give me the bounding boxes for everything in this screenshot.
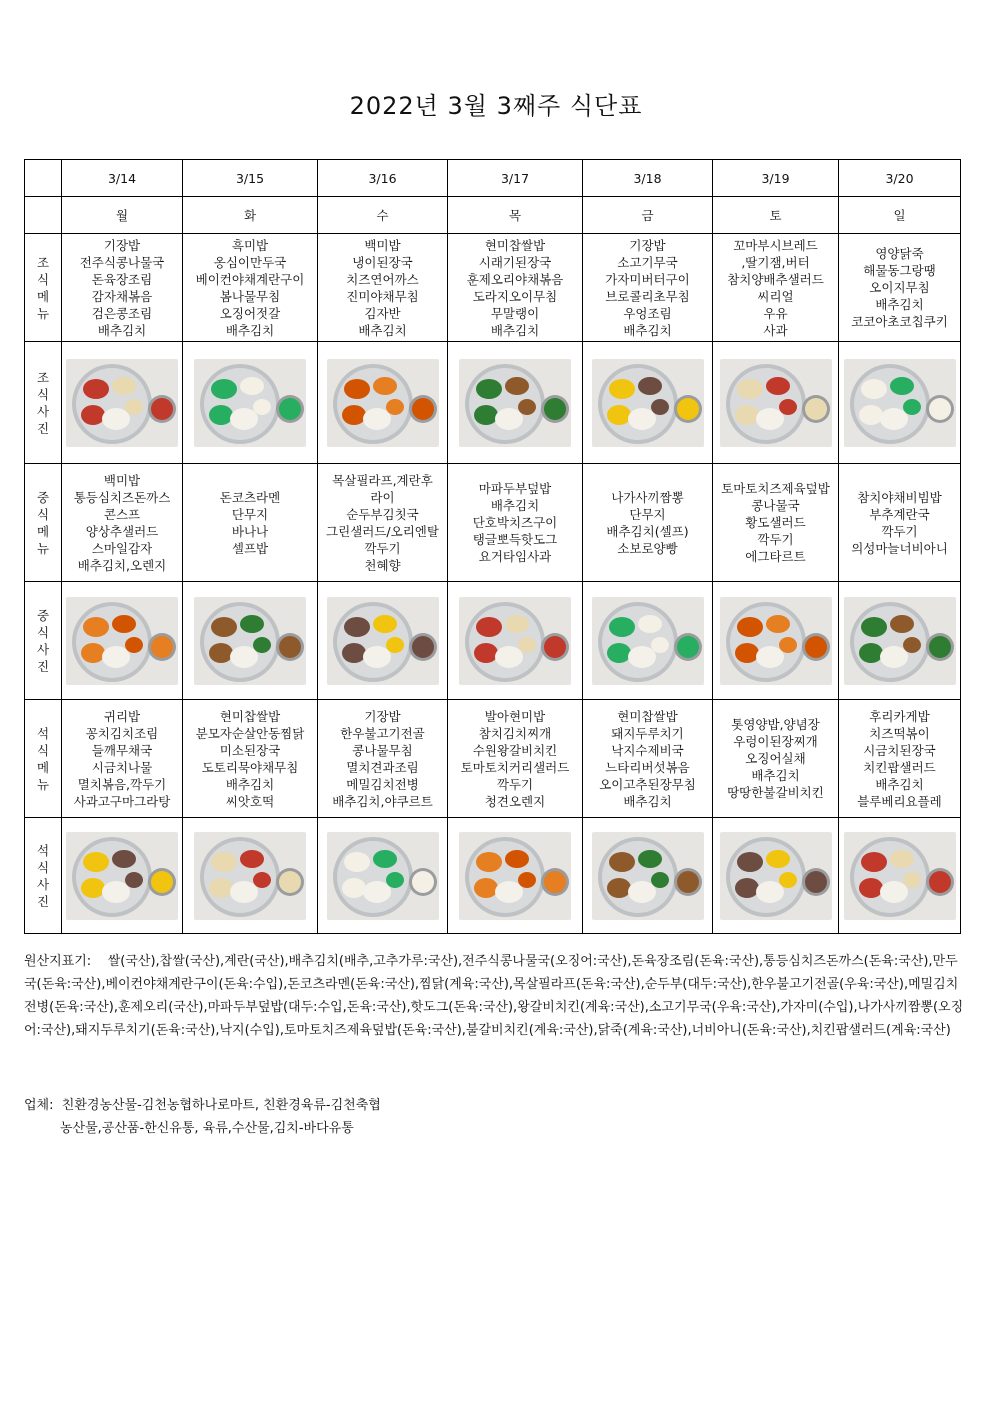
- menu-item: 배추김치,야쿠르트: [332, 793, 433, 809]
- day-cell: 화: [183, 197, 318, 234]
- menu-item: 목살필라프,계란후: [332, 472, 433, 488]
- date-cell: 3/14: [62, 160, 183, 197]
- menu-cell: [839, 464, 961, 582]
- menu-item: 배추김치: [225, 322, 275, 338]
- photo-cell: [583, 818, 713, 934]
- menu-item: 메밀김치전병: [346, 776, 419, 792]
- menu-item: 진미야채무침: [346, 288, 419, 304]
- menu-item: 부추계란국: [869, 506, 930, 522]
- menu-item: 통등심치즈돈까스: [73, 489, 171, 505]
- meal-photo: [844, 597, 956, 685]
- menu-item: 꽁치김치조림: [85, 725, 159, 741]
- menu-item: 토마토치즈제육덮밥: [721, 481, 830, 496]
- menu-item: 배추김치: [490, 322, 540, 338]
- menu-item: 깍두기: [881, 523, 918, 539]
- date-cell: 3/16: [318, 160, 448, 197]
- menu-item: 에그타르트: [745, 549, 806, 564]
- vendor-label: 업체:: [24, 1098, 54, 1113]
- origin-text: 쌀(국산),찹쌀(국산),계란(국산),배추김치(배추,고추가루:국산),전주식콩나물국(오징어:국산),돈육장조림(돈육:국산),통등심치즈돈까스(돈육:국산),만두국(돈육:국산),베이컨야채계란구이(돈육:수입),돈코츠라멘(돈육:국산),찜닭(계육:국산),목살필라프(돈육:국산),순두부(대두:국산),한우불고기전골(우육:국산),메밀김치전병(돈육:국산),훈제오리(국산),마파두부덮밥(대두:수입,돈육:국산),핫도그(돈육:국산),왕갈비치킨(계육:국산),소고기무국(우육:국산),가자미(수입),나가사끼짬뽕(오징어:국산),돼지두루치기(돈육:국산),낙지(수입),토마토치즈제육덮밥(돈육:국산),불갈비치킨(계육:국산),닭죽(계육:국산),너비아니(돈육:국산),치킨팝샐러드(계육:국산): [24, 954, 964, 1038]
- menu-cell: [713, 464, 839, 582]
- menu-item: 사과: [763, 322, 788, 338]
- menu-item: 현미찹쌀밥: [617, 708, 678, 724]
- photo-cell: [583, 582, 713, 700]
- menu-item: 셀프밥: [231, 540, 269, 556]
- menu-item: 느타리버섯볶음: [605, 759, 690, 775]
- menu-item: 배추김치: [751, 768, 800, 783]
- meal-photo: [459, 597, 571, 685]
- menu-item: 치킨팝샐러드: [863, 759, 936, 775]
- menu-item: 돈육장조림: [91, 271, 153, 287]
- menu-item: 해물동그랑땡: [863, 263, 936, 278]
- corner-cell: [25, 197, 62, 234]
- menu-item: 배추김치: [358, 322, 407, 338]
- menu-item: 참치야채비빔밥: [857, 489, 942, 505]
- menu-item: 시금치된장국: [863, 742, 936, 758]
- menu-cell: [318, 234, 448, 342]
- menu-item: 라이: [370, 489, 395, 505]
- menu-cell: [62, 464, 183, 582]
- photo-cell: [713, 582, 839, 700]
- meal-photo: [66, 359, 178, 447]
- menu-item: 씨앗호떡: [225, 793, 275, 809]
- menu-item: 깍두기: [496, 776, 534, 792]
- menu-item: 배추김치: [97, 322, 147, 338]
- menu-item: 귀리밥: [103, 708, 141, 724]
- row-label: [25, 582, 62, 700]
- menu-item: 배추김치: [623, 793, 672, 809]
- menu-item: 토마토치커리샐러드: [460, 759, 570, 775]
- meal-photo: [720, 597, 832, 685]
- menu-item: 양상추샐러드: [85, 523, 159, 539]
- row-label-char: 진: [36, 658, 50, 674]
- menu-item: 마파두부덮밥: [478, 481, 552, 496]
- menu-item: 땅땅한불갈비치킨: [727, 785, 824, 800]
- day-cell: 금: [583, 197, 713, 234]
- menu-item: 콩나물국: [751, 498, 800, 513]
- menu-item: 오징어젓갈: [219, 305, 281, 321]
- row-label-char: 중: [36, 489, 50, 505]
- row-label-char: 조: [36, 254, 50, 270]
- row-label-char: 메: [36, 759, 50, 775]
- photo-cell: [839, 342, 961, 464]
- menu-cell: [183, 464, 318, 582]
- corner-cell: [25, 160, 62, 197]
- menu-item: 배추김치(셀프): [606, 523, 689, 539]
- menu-cell: [583, 464, 713, 582]
- menu-item: 꼬마부시브레드: [733, 237, 818, 253]
- row-label-char: 사: [36, 641, 50, 657]
- photo-cell: [318, 342, 448, 464]
- row-label-char: 사: [36, 876, 50, 892]
- menu-item: 치즈연어까스: [346, 271, 419, 287]
- menu-item: 브로콜리초무침: [605, 288, 690, 304]
- vendor-info: [24, 1094, 968, 1140]
- meal-photo: [592, 597, 704, 685]
- meal-photo: [459, 359, 571, 447]
- dinner-photo-row: [25, 818, 961, 934]
- row-label-char: 식: [36, 271, 50, 287]
- menu-item: 옹심이만두국: [213, 254, 287, 270]
- row-label-char: 식: [36, 386, 50, 402]
- menu-item: 배추김치: [490, 498, 540, 513]
- menu-item: 배추김치: [875, 297, 924, 312]
- row-label-char: 식: [36, 624, 50, 640]
- menu-item: 전주식콩나물국: [79, 254, 165, 270]
- meal-photo: [592, 359, 704, 447]
- menu-cell: [583, 700, 713, 818]
- menu-item: 깍두기: [757, 532, 794, 547]
- menu-cell: [713, 700, 839, 818]
- menu-item: 발아현미밥: [484, 708, 546, 724]
- menu-item: 콩나물무침: [352, 742, 413, 758]
- photo-cell: [183, 818, 318, 934]
- menu-item: 훈제오리야채볶음: [466, 271, 564, 287]
- menu-table: [24, 159, 961, 934]
- menu-item: 블루베리요플레: [857, 793, 942, 809]
- menu-item: 스마일감자: [91, 540, 153, 556]
- origin-label: 원산지표기:: [24, 954, 92, 969]
- date-cell: 3/19: [713, 160, 839, 197]
- menu-item: 김자반: [364, 305, 401, 321]
- menu-item: 낙지수제비국: [611, 742, 684, 758]
- menu-item: 분모자순살안동찜닭: [195, 725, 305, 741]
- menu-item: 단무지: [629, 506, 666, 522]
- menu-item: 코코아초코칩쿠키: [851, 314, 948, 329]
- vendor-line-1: 친환경농산물-김천농협하나로마트, 친환경육류-김천축협: [61, 1098, 381, 1113]
- menu-cell: [318, 464, 448, 582]
- menu-item: 냉이된장국: [352, 254, 413, 270]
- menu-item: 깍두기: [364, 540, 401, 556]
- photo-cell: [318, 582, 448, 700]
- row-label-char: 석: [36, 725, 50, 741]
- menu-cell: [183, 700, 318, 818]
- menu-item: 시금치나물: [91, 759, 153, 775]
- meal-photo: [459, 832, 571, 920]
- menu-item: 영양닭죽: [875, 246, 924, 261]
- origin-notes: [24, 950, 968, 1042]
- photo-cell: [62, 582, 183, 700]
- row-label-char: 메: [36, 288, 50, 304]
- day-cell: 목: [448, 197, 583, 234]
- day-cell: 일: [839, 197, 961, 234]
- menu-item: 도라지오이무침: [472, 288, 558, 304]
- menu-item: 순두부김칫국: [346, 506, 419, 522]
- menu-item: 의성마늘너비아니: [851, 540, 948, 556]
- meal-photo: [720, 359, 832, 447]
- photo-cell: [713, 818, 839, 934]
- row-label-char: 식: [36, 742, 50, 758]
- photo-cell: [713, 342, 839, 464]
- menu-item: 우렁이된장찌개: [733, 734, 818, 749]
- menu-cell: [448, 234, 583, 342]
- menu-item: 나가사끼짬뽕: [611, 489, 684, 505]
- menu-item: 오징어실채: [745, 751, 806, 766]
- menu-cell: [183, 234, 318, 342]
- menu-item: 현미찹쌀밥: [484, 237, 546, 253]
- menu-item: 사과고구마그라탕: [73, 793, 171, 809]
- menu-item: 돈코츠라멘: [219, 489, 281, 505]
- menu-item: 도토리묵야채무침: [201, 759, 299, 775]
- date-cell: 3/15: [183, 160, 318, 197]
- menu-item: 씨리얼: [757, 288, 794, 304]
- meal-photo: [194, 359, 306, 447]
- menu-item: 콘스프: [103, 506, 141, 522]
- photo-cell: [448, 818, 583, 934]
- photo-cell: [448, 342, 583, 464]
- menu-item: 오이고추된장무침: [599, 776, 696, 792]
- menu-item: 돼지두루치기: [611, 725, 684, 741]
- date-cell: 3/20: [839, 160, 961, 197]
- menu-item: 우엉조림: [623, 305, 672, 321]
- menu-item: 요거타임사과: [478, 549, 552, 564]
- menu-item: 베이컨야채계란구이: [195, 271, 305, 287]
- menu-item: 배추김치: [623, 322, 672, 338]
- menu-item: 감자채볶음: [91, 288, 153, 304]
- menu-item: 톳영양밥,양념장: [731, 717, 820, 732]
- row-label-char: 뉴: [36, 776, 50, 792]
- breakfast-menu-row: [25, 234, 961, 342]
- menu-cell: [62, 700, 183, 818]
- row-label: [25, 700, 62, 818]
- meal-photo: [327, 597, 439, 685]
- menu-item: 배추김치: [225, 776, 275, 792]
- photo-cell: [62, 818, 183, 934]
- menu-item: 멸치볶음,깍두기: [77, 776, 167, 792]
- lunch-menu-row: [25, 464, 961, 582]
- menu-item: 멸치견과조림: [346, 759, 419, 775]
- menu-item: 무말랭이: [490, 305, 540, 321]
- meal-photo: [327, 359, 439, 447]
- menu-cell: [448, 700, 583, 818]
- meal-photo: [844, 832, 956, 920]
- page-title: 2022년 3월 3째주 식단표: [349, 92, 643, 120]
- meal-photo: [720, 832, 832, 920]
- menu-item: 배추김치,오렌지: [77, 557, 167, 573]
- menu-item: 봄나물무침: [219, 288, 281, 304]
- photo-cell: [183, 342, 318, 464]
- row-label-char: 진: [36, 420, 50, 436]
- menu-item: 참치김치찌개: [478, 725, 552, 741]
- menu-item: 한우불고기전골: [340, 725, 425, 741]
- breakfast-photo-row: [25, 342, 961, 464]
- row-label-char: 뉴: [36, 540, 50, 556]
- day-cell: 수: [318, 197, 448, 234]
- menu-item: 흑미밥: [231, 237, 269, 253]
- meal-photo: [844, 359, 956, 447]
- row-label: [25, 818, 62, 934]
- menu-item: 바나나: [231, 523, 269, 539]
- menu-item: 배추김치: [875, 776, 924, 792]
- row-label: [25, 234, 62, 342]
- menu-item: 참치양배추샐러드: [727, 271, 824, 287]
- vendor-line-2: 농산물,공산품-한신유통, 육류,수산물,김치-바다유통: [60, 1121, 354, 1136]
- dinner-menu-row: [25, 700, 961, 818]
- menu-cell: [839, 700, 961, 818]
- meal-photo: [194, 597, 306, 685]
- menu-item: 천혜향: [364, 557, 401, 573]
- menu-item: 후리카게밥: [869, 708, 930, 724]
- day-cell: 토: [713, 197, 839, 234]
- menu-item: ,딸기잼,버터: [741, 254, 810, 270]
- menu-cell: [583, 234, 713, 342]
- photo-cell: [583, 342, 713, 464]
- menu-item: 황도샐러드: [745, 515, 806, 530]
- menu-item: 백미밥: [103, 472, 141, 488]
- row-label-char: 식: [36, 859, 50, 875]
- menu-cell: [448, 464, 583, 582]
- menu-item: 치즈떡볶이: [869, 725, 930, 741]
- menu-item: 단호박치즈구이: [472, 515, 558, 530]
- menu-item: 기장밥: [103, 237, 141, 253]
- menu-item: 가자미버터구이: [605, 271, 690, 287]
- photo-cell: [839, 818, 961, 934]
- photo-cell: [318, 818, 448, 934]
- day-cell: 월: [62, 197, 183, 234]
- lunch-photo-row: [25, 582, 961, 700]
- meal-photo: [592, 832, 704, 920]
- row-label-char: 진: [36, 893, 50, 909]
- menu-item: 미소된장국: [219, 742, 281, 758]
- menu-cell: [839, 234, 961, 342]
- menu-cell: [713, 234, 839, 342]
- row-label: [25, 464, 62, 582]
- row-label-char: 석: [36, 842, 50, 858]
- row-label-char: 사: [36, 403, 50, 419]
- menu-item: 단무지: [231, 506, 269, 522]
- date-cell: 3/17: [448, 160, 583, 197]
- menu-item: 시래기된장국: [478, 254, 552, 270]
- row-label: [25, 342, 62, 464]
- menu-item: 청견오렌지: [484, 793, 546, 809]
- menu-item: 탱글뽀득핫도그: [472, 532, 558, 547]
- date-row: [25, 160, 961, 197]
- menu-cell: [62, 234, 183, 342]
- day-row: [25, 197, 961, 234]
- menu-cell: [318, 700, 448, 818]
- menu-item: 우유: [763, 305, 788, 321]
- photo-cell: [448, 582, 583, 700]
- menu-item: 현미찹쌀밥: [219, 708, 281, 724]
- menu-item: 기장밥: [364, 708, 401, 724]
- menu-item: 소보로양빵: [617, 540, 678, 556]
- row-label-char: 중: [36, 607, 50, 623]
- menu-item: 검은콩조림: [91, 305, 153, 321]
- meal-photo: [327, 832, 439, 920]
- menu-item: 기장밥: [629, 237, 666, 253]
- meal-photo: [194, 832, 306, 920]
- menu-item: 그린샐러드/오리엔탈: [326, 523, 439, 539]
- meal-photo: [66, 832, 178, 920]
- row-label-char: 메: [36, 523, 50, 539]
- date-cell: 3/18: [583, 160, 713, 197]
- row-label-char: 조: [36, 369, 50, 385]
- meal-photo: [66, 597, 178, 685]
- menu-item: 소고기무국: [617, 254, 678, 270]
- menu-item: 오이지무침: [869, 280, 930, 295]
- menu-item: 수원왕갈비치킨: [472, 742, 558, 758]
- row-label-char: 뉴: [36, 305, 50, 321]
- photo-cell: [839, 582, 961, 700]
- menu-item: 백미밥: [364, 237, 401, 253]
- photo-cell: [183, 582, 318, 700]
- row-label-char: 식: [36, 506, 50, 522]
- photo-cell: [62, 342, 183, 464]
- menu-item: 들깨무채국: [91, 742, 153, 758]
